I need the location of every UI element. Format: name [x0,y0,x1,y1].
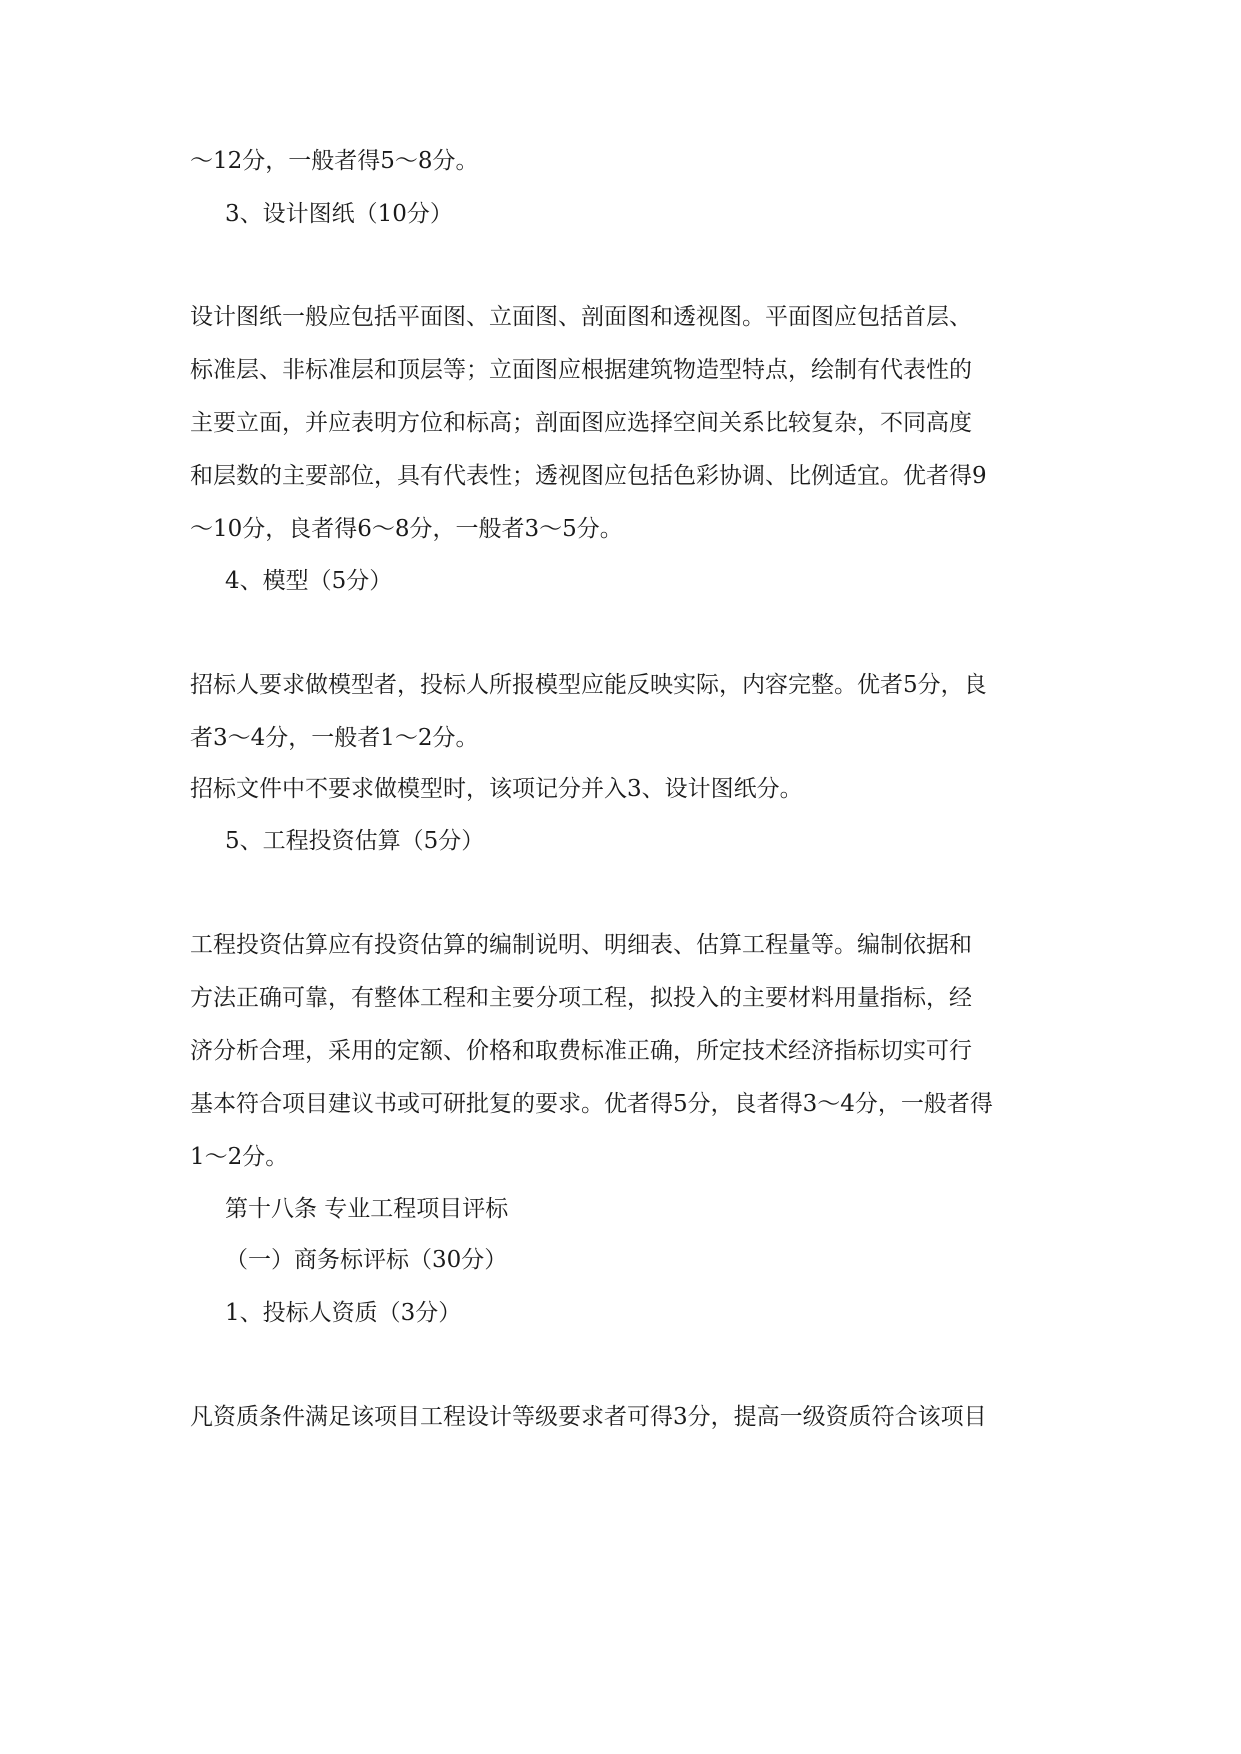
text-line: ～12分，一般者得5～8分。 [190,148,479,174]
text-line: 基本符合项目建议书或可研批复的要求。优者得5分，良者得3～4分，一般者得 [190,1091,993,1117]
text-line: 济分析合理，采用的定额、价格和取费标准正确，所定技术经济指标切实可行 [190,1038,972,1064]
text-line: 标准层、非标准层和顶层等；立面图应根据建筑物造型特点，绘制有代表性的 [190,357,972,383]
article-heading: 第十八条 专业工程项目评标 [225,1196,509,1222]
text-line: 招标文件中不要求做模型时，该项记分并入3、设计图纸分。 [190,776,803,802]
text-line: 工程投资估算应有投资估算的编制说明、明细表、估算工程量等。编制依据和 [190,932,972,958]
text-line: 和层数的主要部位，具有代表性；透视图应包括色彩协调、比例适宜。优者得9 [190,463,987,489]
text-line: 招标人要求做模型者，投标人所报模型应能反映实际，内容完整。优者5分，良 [190,672,987,698]
section-heading-model: 4、模型（5分） [225,568,393,594]
text-line: 者3～4分，一般者1～2分。 [190,725,479,751]
text-line: 1～2分。 [190,1144,289,1170]
text-line: 方法正确可靠，有整体工程和主要分项工程，拟投入的主要材料用量指标，经 [190,985,972,1011]
subsection-heading-commercial: （一）商务标评标（30分） [225,1247,508,1273]
section-heading-design-drawings: 3、设计图纸（10分） [225,201,453,227]
text-line: 凡资质条件满足该项目工程设计等级要求者可得3分，提高一级资质符合该项目 [190,1404,987,1430]
text-line: ～10分，良者得6～8分，一般者3～5分。 [190,516,623,542]
section-heading-investment-estimate: 5、工程投资估算（5分） [225,828,485,854]
section-heading-qualification: 1、投标人资质（3分） [225,1300,462,1326]
text-line: 设计图纸一般应包括平面图、立面图、剖面图和透视图。平面图应包括首层、 [190,304,972,330]
text-line: 主要立面，并应表明方位和标高；剖面图应选择空间关系比较复杂，不同高度 [190,410,972,436]
